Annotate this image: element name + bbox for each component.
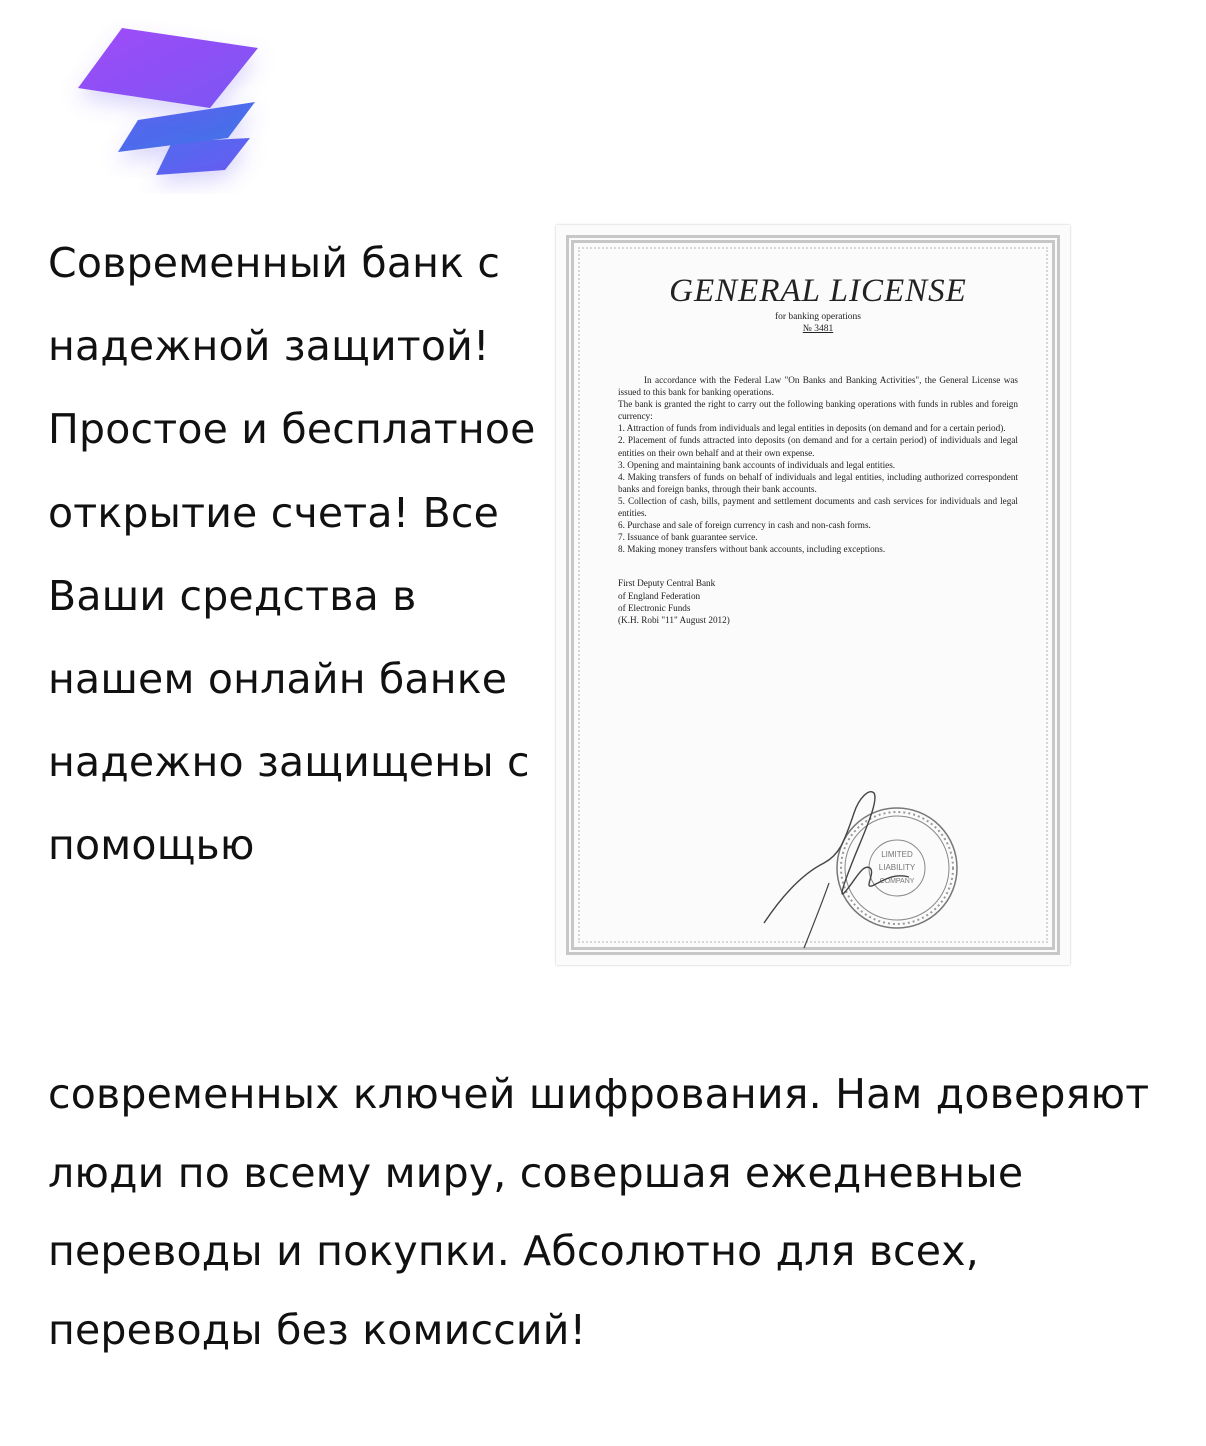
license-paragraph: The bank is granted the right to carry out the following banking operations with funds in rubles and foreign currency: — [618, 399, 1018, 422]
license-subtitle: for banking operations — [774, 312, 861, 322]
license-paragraph: 5. Collection of cash, bills, payment and settlement documents and cash services for individuals and legal entities. — [618, 495, 1018, 519]
license-paragraph: 1. Attraction of funds from individuals and legal entities in deposits (on demand and for a certain period). — [618, 423, 1006, 434]
license-paragraph: 4. Making transfers of funds on behalf of individuals and legal entities, including authorized correspondent banks and foreign banks, through their bank accounts. — [618, 471, 1018, 494]
seal-text: LIMITED — [881, 850, 913, 859]
license-paragraph: 3. Opening and maintaining bank accounts of individuals and legal entities. — [618, 459, 896, 470]
body-paragraph: современных ключей шифрования. Нам доверяют люди по всему миру, совершая ежедневные переводы и покупки. Абсолютно для всех, переводы без комиссий! — [48, 1070, 1150, 1354]
license-paragraph: 2. Placement of funds attracted into deposits (on demand and for a certain period) of individuals and legal entities on their own behalf and at their own expense. — [618, 435, 1018, 458]
license-paragraph: 8. Making money transfers without bank accounts, including exceptions. — [618, 544, 886, 555]
license-paragraph: 6. Purchase and sale of foreign currency in cash and non-cash forms. — [618, 520, 871, 531]
signatory-line: First Deputy Central Bank — [618, 578, 716, 589]
license-title: GENERAL LICENSE — [669, 273, 967, 309]
license-signatory — [618, 577, 1018, 625]
license-image — [556, 225, 1070, 965]
signatory-line: (K.H. Robi "11" August 2012) — [618, 614, 730, 625]
handwritten-signature-icon — [744, 773, 924, 953]
stacked-layers-logo-icon — [60, 10, 280, 200]
intro-paragraph: Современный банк с надежной защитой! Простое и бесплатное открытие счета! Все Ваши средства в нашем онлайн банке надежно защищены с помощью — [48, 239, 536, 870]
signatory-line: of England Federation — [618, 590, 701, 601]
license-number: № 3481 — [802, 324, 834, 334]
signatory-line: of Electronic Funds — [618, 602, 691, 613]
bank-logo — [60, 10, 280, 200]
license-frame — [566, 235, 1060, 955]
license-paragraph: 7. Issuance of bank guarantee service. — [618, 532, 758, 543]
license-paragraph: In accordance with the Federal Law "On Banks and Banking Activities", the General License was issued to this bank for banking operations. — [618, 375, 1018, 398]
seal-text: COMPANY — [879, 878, 915, 885]
seal-text: LIABILITY — [878, 863, 916, 872]
